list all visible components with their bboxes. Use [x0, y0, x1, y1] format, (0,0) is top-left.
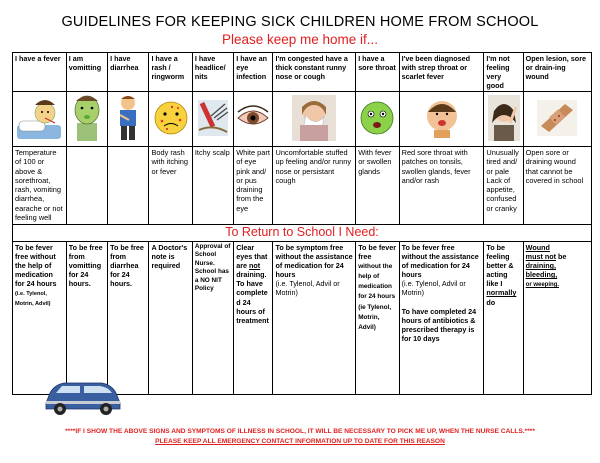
- green-sore-throat-face-icon: [358, 96, 396, 140]
- return-text: do: [486, 297, 496, 307]
- return-cell-rash: A Doctor's note is required: [149, 242, 192, 395]
- contact-info-notice: PLEASE KEEP ALL EMERGENCY CONTACT INFORMATION UP TO DATE FOR THIS REASON: [155, 438, 445, 445]
- pic-cell: [13, 92, 67, 147]
- return-text-underlined: Wound: [525, 243, 550, 252]
- page-subtitle: Please keep me home if...: [221, 32, 379, 47]
- return-text: To be fever free: [358, 243, 396, 262]
- header-cell: I'm congested have a thick constant runny nose or cough: [273, 53, 356, 92]
- pic-cell: [484, 92, 523, 147]
- symptom-cell: White part of eye pink and/ or pus draining from the eye: [234, 147, 273, 225]
- pic-cell: [234, 92, 273, 147]
- return-text: To be feeling better & acting like I: [486, 243, 514, 289]
- return-text: To be fever free without the help of medication for 24 hours: [15, 243, 57, 289]
- pic-cell: [149, 92, 192, 147]
- return-cell-congestion: [273, 242, 356, 395]
- pic-cell: [66, 92, 107, 147]
- header-cell: I have a sore throat: [356, 53, 399, 92]
- return-text: To be fever free: [401, 243, 455, 252]
- headache-woman-icon: [486, 93, 522, 143]
- return-cell-eye: [234, 242, 273, 395]
- return-cell-fever: [13, 242, 67, 395]
- symptom-cell: Open sore or draining wound that cannot be covered in school: [523, 147, 591, 225]
- return-cell-lice: Approval of School Nurse. School has a NO NIT Policy: [192, 242, 233, 395]
- return-note: (ie Tylenol, Motrin, Advil): [358, 303, 392, 331]
- illustration-row: [13, 92, 592, 147]
- return-cell-strep: [399, 242, 484, 395]
- return-text-underlined: normally: [486, 288, 517, 298]
- pic-cell: [356, 92, 399, 147]
- return-text: without the help of medication for 24 hours: [358, 263, 396, 301]
- symptom-cell: Itchy scalp: [192, 147, 233, 225]
- header-cell: I have diarrhea: [108, 53, 149, 92]
- condition-header-row: [13, 53, 592, 92]
- return-cell-not-feeling-well: [484, 242, 523, 395]
- header-cell: I've been diagnosed with strep throat or scarlet fever: [399, 53, 484, 92]
- return-requirements-row: [13, 242, 592, 395]
- return-note: (i.e. Tylenol, Advil or Motrin): [401, 279, 466, 298]
- header-cell: I have a rash / ringworm: [149, 53, 192, 92]
- header-cell: I am vomitting: [66, 53, 107, 92]
- page-title: GUIDELINES FOR KEEPING SICK CHILDREN HOME FROM SCHOOL: [61, 14, 539, 30]
- return-text: without the assistance of medication for 24 hours: [275, 252, 353, 280]
- return-note: (i.e. Tylenol, Motrin, Advil): [15, 291, 51, 308]
- lice-comb-icon: [195, 96, 231, 140]
- return-cell-diarrhea: To be free from diarrhea for 24 hours.: [108, 242, 149, 395]
- pickup-notice: ****IF I SHOW THE ABOVE SIGNS AND SYMPTOMS OF ILLNESS IN SCHOOL, IT WILL BE NECESSARY TO PICK ME UP, WHEN THE NURSE CALLS.****: [65, 428, 535, 435]
- return-text: To have completed 24 hours of antibiotics & prescribed therapy is for 10 days: [401, 306, 477, 343]
- return-text: without the assistance of medication for 24 hours: [401, 252, 479, 280]
- symptom-cell: Body rash with itching or fever: [149, 147, 192, 225]
- header-cell: I have headlice/ nits: [192, 53, 233, 92]
- symptom-cell: With fever or swollen glands: [356, 147, 399, 225]
- return-cell-vomit: To be free from vomitting for 24 hours.: [66, 242, 107, 395]
- eye-infection-icon: [236, 98, 270, 138]
- return-text: draining. To have completed 24 hours of treatment: [236, 270, 269, 325]
- rash-face-icon: [152, 96, 190, 140]
- header-cell: Open lesion, sore or drain-ing wound: [523, 53, 591, 92]
- symptom-description-row: [13, 147, 592, 225]
- guidelines-table: [12, 52, 592, 395]
- return-text: Clear eyes that are: [236, 243, 268, 271]
- pic-cell: [399, 92, 484, 147]
- header-cell: I have a fever: [13, 53, 67, 92]
- sneezing-tissue-icon: [288, 93, 340, 143]
- return-note: (i.e. Tylenol, Advil or Motrin): [275, 279, 340, 298]
- return-text: To be symptom free: [275, 243, 344, 252]
- symptom-cell: Uncomfortable stuffed up feeling and/or runny nose or persistant cough: [273, 147, 356, 225]
- green-vomiting-face-icon: [69, 93, 105, 143]
- return-text-underlined: must not: [525, 252, 557, 262]
- symptom-cell: [66, 147, 107, 225]
- child-holding-stomach-icon: [111, 93, 145, 143]
- return-cell-wound: [523, 242, 591, 395]
- return-text-underlined: not: [249, 261, 261, 271]
- pic-cell: [273, 92, 356, 147]
- return-text-underlined: or weeping.: [525, 282, 560, 289]
- header-cell: I'm not feeling very good: [484, 53, 523, 92]
- sick-child-thermometer-icon: [15, 93, 63, 143]
- symptom-cell: Temperature of 100 or above & sorethroat, rash, vomiting diarrhea, earache or not feeling well: [13, 147, 67, 225]
- pic-cell: [108, 92, 149, 147]
- strep-throat-face-icon: [422, 96, 462, 140]
- symptom-cell: [108, 147, 149, 225]
- return-cell-sore-throat: [356, 242, 399, 395]
- header-cell: I have an eye infection: [234, 53, 273, 92]
- symptom-cell: Red sore throat with patches on tonsils, swollen glands, fever and/or rash: [399, 147, 484, 225]
- return-heading-row: [13, 225, 592, 242]
- return-text: be: [558, 252, 567, 262]
- pic-cell: [192, 92, 233, 147]
- car-icon: [42, 377, 124, 417]
- symptom-cell: Unusually tired and/ or pale Lack of appetite, confused or cranky: [484, 147, 523, 225]
- bandaged-wound-icon: [535, 96, 579, 140]
- return-heading: To Return to School I Need:: [13, 225, 592, 242]
- return-text-underlined: draining, bleeding,: [525, 261, 558, 280]
- pic-cell: [523, 92, 591, 147]
